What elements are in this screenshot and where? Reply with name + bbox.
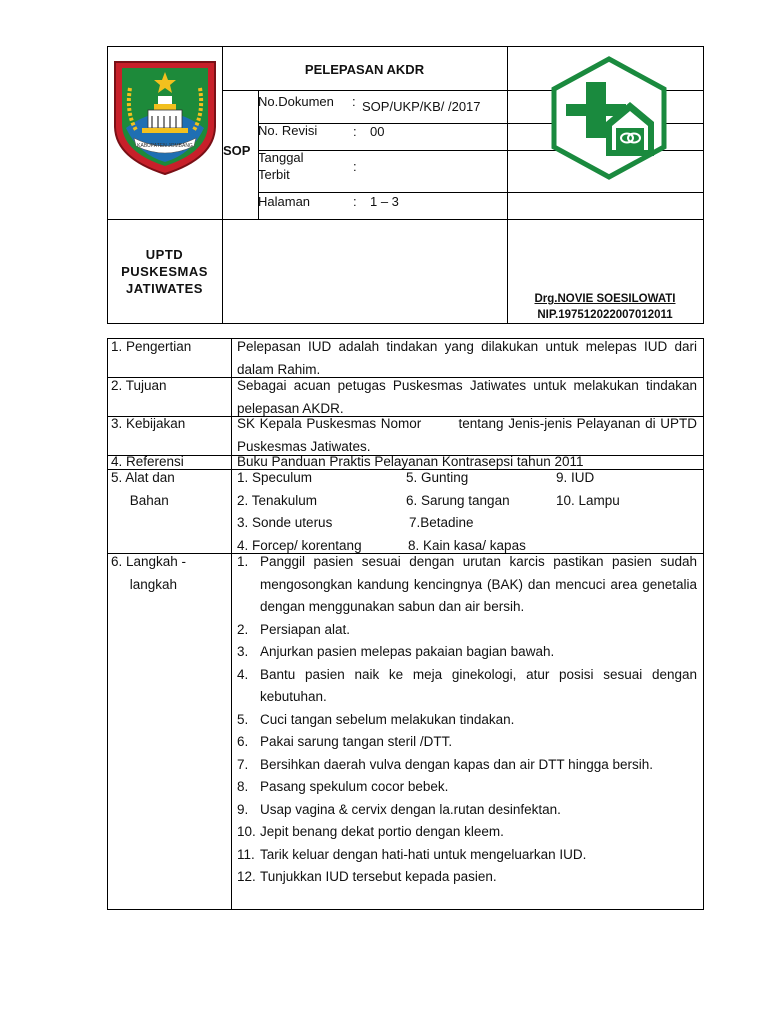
field-value-halaman: 1 – 3	[370, 194, 399, 209]
text-kebijakan: SK Kepala Puskesmas Nomor tentang Jenis-jenis Pelayanan di UPTD Puskesmas Jatiwates.	[237, 416, 701, 454]
langkah-list	[237, 551, 697, 889]
field-sep-halaman: :	[353, 194, 357, 209]
field-sep-no-revisi: :	[353, 124, 357, 139]
alat-item: 8. Kain kasa/ kapas	[408, 538, 526, 553]
sop-label: SOP	[223, 143, 251, 158]
label-tujuan: 2. Tujuan	[111, 378, 167, 393]
label-langkah-2: langkah	[111, 577, 178, 592]
list-item: 11. Tarik keluar dengan hati-hati untuk mengeluarkan IUD.	[237, 846, 587, 862]
label-langkah-1: 6. Langkah -	[111, 554, 187, 569]
label-alat-bahan-1: 5. Alat dan	[111, 470, 175, 485]
field-sep-no-dokumen: :	[352, 94, 356, 109]
svg-text:KABUPATEN JOMBANG: KABUPATEN JOMBANG	[137, 143, 193, 149]
org-name-line-2: PUSKESMAS	[121, 264, 208, 279]
field-label-no-dokumen: No.Dokumen	[258, 94, 334, 109]
alat-item: 1. Speculum	[237, 470, 313, 485]
field-sep-tanggal: :	[353, 159, 357, 174]
label-pengertian: 1. Pengertian	[111, 339, 192, 354]
list-item: 10. Jepit benang dekat portio dengan kleem.	[237, 824, 504, 839]
list-item: 5. Cuci tangan sebelum melakukan tindakan.	[237, 711, 515, 727]
list-item: 7. Bersihkan daerah vulva dengan kapas dan air DTT hingga bersih.	[237, 756, 653, 772]
list-item: 9. Usap vagina & cervix dengan la.rutan desinfektan.	[237, 801, 561, 817]
field-label-halaman: Halaman	[258, 194, 311, 209]
field-value-no-revisi: 00	[370, 124, 385, 139]
label-referensi: 4. Referensi	[111, 454, 184, 469]
field-label-terbit: Terbit	[258, 167, 290, 182]
list-item: 8. Pasang spekulum cocor bebek.	[237, 779, 449, 794]
alat-item: 10. Lampu	[556, 493, 620, 508]
alat-item: 2. Tenakulum	[237, 493, 318, 508]
list-item: 4. Bantu pasien naik ke meja ginekologi, atur posisi sesuai dengan kebutuhan.	[237, 666, 697, 704]
alat-item: 4. Forcep/ korentang	[237, 538, 362, 553]
alat-item: 5. Gunting	[406, 470, 469, 485]
puskesmas-logo	[548, 56, 670, 180]
list-item: 6. Pakai sarung tangan steril /DTT.	[237, 734, 453, 749]
text-referensi: Buku Panduan Praktis Pelayanan Kontrasepsi tahun 2011	[237, 454, 584, 469]
alat-item: 7.Betadine	[409, 515, 474, 530]
field-label-tanggal: Tanggal	[258, 150, 304, 165]
org-name-line-3: JATIWATES	[126, 281, 203, 296]
list-item: 12. Tunjukkan IUD tersebut kepada pasien.	[237, 869, 497, 884]
alat-item: 3. Sonde uterus	[237, 515, 333, 530]
text-pengertian: Pelepasan IUD adalah tindakan yang dilakukan untuk melepas IUD dari dalam Rahim.	[237, 339, 697, 377]
alat-item: 9. IUD	[556, 470, 595, 485]
label-alat-bahan-2: Bahan	[111, 493, 169, 508]
field-value-no-dokumen: SOP/UKP/KB/ /2017	[362, 99, 481, 114]
alat-item: 6. Sarung tangan	[406, 493, 510, 508]
signatory-nip: NIP.197512022007012011	[537, 309, 673, 321]
label-kebijakan: 3. Kebijakan	[111, 416, 186, 431]
document-title: PELEPASAN AKDR	[304, 62, 425, 77]
signatory-name: Drg.NOVIE SOESILOWATI	[534, 293, 676, 305]
text-tujuan: Sebagai acuan petugas Puskesmas Jatiwates untuk melakukan tindakan pelepasan AKDR.	[237, 378, 697, 416]
list-item: 3. Anjurkan pasien melepas pakaian bagian bawah.	[237, 644, 555, 659]
list-item: 2. Persiapan alat.	[237, 621, 351, 637]
field-label-no-revisi: No. Revisi	[258, 123, 318, 138]
list-item: 1. Panggil pasien sesuai dengan urutan karcis pastikan pasien sudah mengosongkan kandung kencingnya (BAK) dan mencuci area genetalia dengan menggunakan sabun dan air bersih.	[237, 554, 697, 614]
org-name-line-1: UPTD	[145, 247, 184, 262]
kabupaten-crest-logo	[112, 58, 218, 178]
